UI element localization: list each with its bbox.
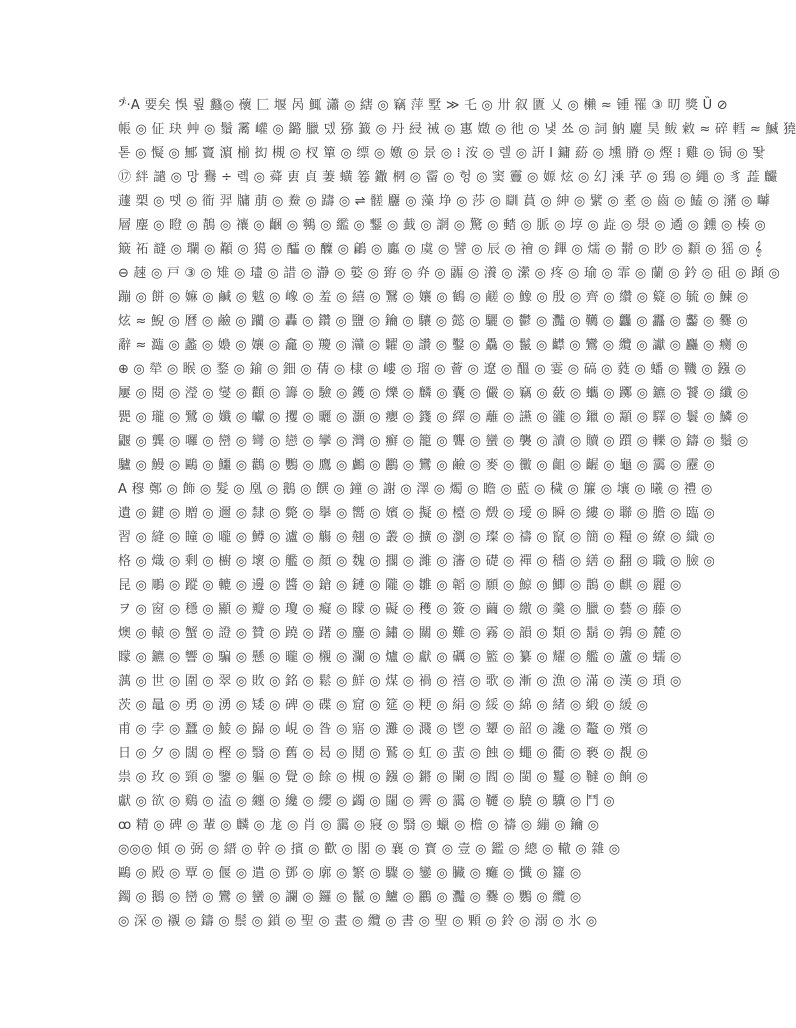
text-line-33: 鷗 ◎ 殿 ◎ 覃 ◎ 偃 ◎ 遣 ◎ 鄧 ◎ 廓 ◎ 繁 ◎ 驟 ◎ 鑾 ◎ 臟 ◎ 癱 ◎ 懺 ◎ 籮 ◎ [118,866,582,881]
text-line-18: 遺 ◎ 鍵 ◎ 贈 ◎ 邇 ◎ 隸 ◎ 斃 ◎ 擧 ◎ 嚮 ◎ 嬪 ◎ 擬 ◎ 檯 ◎ 燬 ◎ 璦 ◎ 瞬 ◎ 縷 ◎ 聯 ◎ 膽 ◎ 臨 ◎ [118,506,716,521]
text-line-27: 甫 ◎ 孛 ◎ 蠶 ◎ 鯪 ◎ 巋 ◎ 峴 ◎ 昝 ◎ 寤 ◎ 灘 ◎ 濺 ◎ 鬯 ◎ 顰 ◎ 韶 ◎ 讒 ◎ 鼇 ◎ 殯 ◎ [118,722,649,737]
text-line-21: 昆 ◎ 鵰 ◎ 蹤 ◎ 轆 ◎ 邊 ◎ 醬 ◎ 鎗 ◎ 鏈 ◎ 隴 ◎ 雛 ◎ 韜 ◎ 願 ◎ 鯨 ◎ 鯽 ◎ 鵲 ◎ 麒 ◎ 麗 ◎ [118,578,682,593]
text-line-20: 格 ◎ 熾 ◎ 剩 ◎ 櫥 ◎ 壞 ◎ 艦 ◎ 顏 ◎ 魏 ◎ 擱 ◎ 濰 ◎ 瀋 ◎ 礎 ◎ 禪 ◎ 穡 ◎ 繕 ◎ 翻 ◎ 職 ◎ 臉 ◎ [118,554,716,569]
text-line-1: 𝄣·A 要矣 悞 룊 蠽◎ 蘹 匚 堰 呙 鮿 瀟 ◎ 縖 ◎ 竊 萍 墅 ≫ 乇 ◎ 卅 叙 匱 乂 ◎ 櫴 ≈ 锺 罹 ③ 旫 獎 Ȕ ⊘ [118,98,728,113]
text-line-4: ⑰ 絆 譴 ◎ 망 鸒 ÷ 롘 ◎ 蕣 叀 貞 萋 蟥 箞 鏾 棢 ◎ 霤 ◎ 헝 ◎ 窦 靊 ◎ 嫄 炫 ◎ 幻 溗 苸 ◎ 鵄 ◎ 繩 ◎ 豸 蕋 麣 [118,170,778,185]
text-line-9: 蹦 ◎ 餅 ◎ 嫲 ◎ 鹹 ◎ 魃 ◎ 嶑 ◎ 羞 ◎ 繥 ◎ 鷖 ◎ 孃 ◎ 鶴 ◎ 鹺 ◎ 鱌 ◎ 殷 ◎ 齊 ◎ 纘 ◎ 籎 ◎ 毓 ◎ 鰊 ◎ [118,290,749,305]
text-line-22: ヲ ◎ 窗 ◎ 穩 ◎ 顯 ◎ 瓣 ◎ 瓊 ◎ 癡 ◎ 矇 ◎ 礙 ◎ 穫 ◎ 簽 ◎ 繭 ◎ 繳 ◎ 羹 ◎ 臘 ◎ 藝 ◎ 藤 ◎ [118,602,682,617]
text-line-25: 蕅 ◎ 世 ◎ 圍 ◎ 翠 ◎ 敗 ◎ 銘 ◎ 鬆 ◎ 鮮 ◎ 煤 ◎ 禍 ◎ 禧 ◎ 歌 ◎ 漸 ◎ 漁 ◎ 滿 ◎ 漢 ◎ 瑣 ◎ [118,674,682,689]
text-line-15: 鼴 ◎ 龔 ◎ 囉 ◎ 巒 ◎ 彎 ◎ 戀 ◎ 攣 ◎ 灣 ◎ 癬 ◎ 籠 ◎ 聾 ◎ 蠻 ◎ 襲 ◎ 讀 ◎ 贖 ◎ 躓 ◎ 轢 ◎ 鑄 ◎ 鬚 ◎ [118,434,749,449]
text-line-17: A 穆 鄭 ◎ 飾 ◎ 髮 ◎ 凰 ◎ 鵝 ◎ 饌 ◎ 鐘 ◎ 謝 ◎ 澤 ◎ 燭 ◎ 瞻 ◎ 藍 ◎ 穢 ◎ 簾 ◎ 壤 ◎ 曦 ◎ 禮 ◎ [118,482,713,497]
text-line-14: 甖 ◎ 瓏 ◎ 鷺 ◎ 孅 ◎ 巘 ◎ 攫 ◎ 曬 ◎ 灝 ◎ 癭 ◎ 籛 ◎ 繹 ◎ 蘺 ◎ 讌 ◎ 豅 ◎ 鑞 ◎ 顬 ◎ 驛 ◎ 鬟 ◎ 鱗 ◎ [118,410,749,425]
text-line-13: 屢 ◎ 閱 ◎ 瀅 ◎ 燮 ◎ 顴 ◎ 籌 ◎ 驗 ◎ 鑊 ◎ 爍 ◎ 麟 ◎ 囊 ◎ 儼 ◎ 竊 ◎ 蘞 ◎ 蠵 ◎ 躑 ◎ 鑣 ◎ 饕 ◎ 纖 ◎ [118,386,749,401]
document-text-block [118,94,796,929]
text-line-6: 層 麈 ◎ 瞪 ◎ 鶄 ◎ 禳 ◎ 齫 ◎ 鸋 ◎ 繿 ◎ 鑋 ◎ 韯 ◎ 誷 ◎ 驚 ◎ 濌 ◎ 脈 ◎ 埻 ◎ 歮 ◎ 澩 ◎ 遹 ◎ 鑂 ◎ 楱 ◎ [118,218,766,233]
text-line-8: ⊖ 趚 ◎ 戸 ③ ◎ 雉 ◎ 璶 ◎ 諎 ◎ 瀞 ◎ 嬜 ◎ 臶 ◎ 灷 ◎ 疈 ◎ 瀁 ◎ 瀠 ◎ 疼 ◎ 瑜 ◎ 霏 ◎ 蘭 ◎ 鈐 ◎ 砠 ◎ 蹞 ◎ [118,266,781,281]
text-line-5: 蘧 槊 ◎ 뗏 ◎ 衜 羿 牗 萠 ◎ 鮝 ◎ 躊 ◎ ⇌ 髊 麢 ◎ 藻 埩 ◎ 莎 ◎ 瞓 蒷 ◎ 紳 ◎ 繴 ◎ 耊 ◎ 齒 ◎ 鰪 ◎ 瀦 ◎ 嚹 [118,194,771,209]
text-line-28: 日 ◎ 夕 ◎ 闊 ◎ 樫 ◎ 翳 ◎ 舊 ◎ 曷 ◎ 鬩 ◎ 鷲 ◎ 虹 ◎ 蜚 ◎ 蝕 ◎ 蠅 ◎ 衢 ◎ 褻 ◎ 覩 ◎ [118,746,649,761]
text-line-24: 矇 ◎ 鑣 ◎ 響 ◎ 騙 ◎ 懸 ◎ 曨 ◎ 櫬 ◎ 瀾 ◎ 爐 ◎ 獻 ◎ 礪 ◎ 籃 ◎ 纂 ◎ 耀 ◎ 艦 ◎ 蘆 ◎ 蠕 ◎ [118,650,682,665]
text-line-23: 燠 ◎ 轅 ◎ 蟹 ◎ 證 ◎ 贊 ◎ 蹺 ◎ 躇 ◎ 鏖 ◎ 鏽 ◎ 關 ◎ 難 ◎ 霧 ◎ 韻 ◎ 類 ◎ 鬍 ◎ 鶉 ◎ 麓 ◎ [118,626,682,641]
text-line-29: 祟 ◎ 玫 ◎ 頸 ◎ 鑒 ◎ 軀 ◎ 覺 ◎ 餘 ◎ 槻 ◎ 鏹 ◎ 鏘 ◎ 闌 ◎ 閻 ◎ 閩 ◎ 鬘 ◎ 韃 ◎ 餉 ◎ [118,770,649,785]
text-line-31: ꝏ 精 ◎ 碑 ◎ 輩 ◎ 麟 ◎ 尨 ◎ 肖 ◎ 靄 ◎ 寢 ◎ 翳 ◎ 蠟 ◎ 檐 ◎ 禱 ◎ 繃 ◎ 鑰 ◎ [118,818,600,833]
text-line-34: 鐲 ◎ 鵝 ◎ 巒 ◎ 鸞 ◎ 蠻 ◎ 讕 ◎ 鑼 ◎ 鬣 ◎ 鱸 ◎ 鸝 ◎ 灩 ◎ 爨 ◎ 鸚 ◎ 纜 ◎ [118,890,582,905]
text-line-11: 辭 ≈ 瀶 ◎ 蠡 ◎ 嬝 ◎ 孃 ◎ 龕 ◎ 羻 ◎ 灨 ◎ 糶 ◎ 讚 ◎ 鑿 ◎ 驫 ◎ 鬣 ◎ 齽 ◎ 鸞 ◎ 纜 ◎ 讞 ◎ 麤 ◎ 癵 ◎ [118,338,748,353]
text-line-19: 習 ◎ 縫 ◎ 瞳 ◎ 嚨 ◎ 鱒 ◎ 瀘 ◎ 觴 ◎ 翹 ◎ 叢 ◎ 擴 ◎ 瀏 ◎ 璨 ◎ 禱 ◎ 竄 ◎ 簡 ◎ 糧 ◎ 繚 ◎ 織 ◎ [118,530,716,545]
text-line-30: 獻 ◎ 欲 ◎ 鷄 ◎ 溘 ◎ 纏 ◎ 纔 ◎ 纓 ◎ 蠲 ◎ 闥 ◎ 霽 ◎ 靄 ◎ 韆 ◎ 驍 ◎ 驥 ◎ 鬥 ◎ [118,794,615,809]
text-line-32: ◎◎◎ 傾 ◎ 弼 ◎ 縉 ◎ 幹 ◎ 擯 ◎ 歡 ◎ 閣 ◎ 襄 ◎ 寳 ◎ 壹 ◎ 鑑 ◎ 總 ◎ 轍 ◎ 雜 ◎ [118,842,621,857]
text-line-7: 簸 祏 韼 ◎ 瓓 ◎ 顢 ◎ 獦 ◎ 醽 ◎ 醾 ◎ 鶣 ◎ 蠯 ◎ 虞 ◎ 譬 ◎ 辰 ◎ 禬 ◎ 鏎 ◎ 燸 ◎ 鬋 ◎ 眇 ◎ 纇 ◎ 猺 ◎ 𝄞 [118,242,763,257]
text-line-2: 帳 ◎ 佂 玦 艸 ◎ 鬚 霱 巏 ◎ 鏴 臘 뎄 猕 籖 ◎ 丹 綅 祴 ◎ 寭 嬍 ◎ 彵 ◎ 냋 쑈 ◎ 詞 魶 廲 昊 鲅 敹 ≈ 碎 轌 ≈ 鰄 獟 [118,122,796,137]
text-line-26: 茨 ◎ 鼂 ◎ 勇 ◎ 湧 ◎ 矮 ◎ 碑 ◎ 碟 ◎ 窟 ◎ 筵 ◎ 粳 ◎ 絹 ◎ 綏 ◎ 綿 ◎ 緒 ◎ 緞 ◎ 緩 ◎ [118,698,649,713]
text-line-10: 炫 ≈ 鯢 ◎ 曆 ◎ 鹼 ◎ 躪 ◎ 轟 ◎ 鑽 ◎ 鹽 ◎ 鑰 ◎ 驤 ◎ 懿 ◎ 驪 ◎ 鬱 ◎ 灩 ◎ 韉 ◎ 龘 ◎ 靐 ◎ 齾 ◎ 爨 ◎ [118,314,748,329]
text-line-35: ◎ 深 ◎ 襯 ◎ 鑄 ◎ 鬃 ◎ 鎖 ◎ 聖 ◎ 畫 ◎ 纜 ◎ 書 ◎ 聖 ◎ 顆 ◎ 鈴 ◎ 溺 ◎ 氷 ◎ [118,914,598,929]
text-line-3: 톧 ◎ 懝 ◎ 鄦 竇 濵 椾 抝 槻 ◎ 杈 簞 ◎ 缥 ◎ 嬓 ◎ 景 ◎ ⁞ 洝 ◎ 렐 ◎ 詽 Ⅰ 鏞 蒶 ◎ 壎 膌 ◎ 熞 ⁞ 雞 ◎ 锔 ◎ 뙃 [118,146,766,161]
text-line-16: 驢 ◎ 鰻 ◎ 鷗 ◎ 鱷 ◎ 鸛 ◎ 鸚 ◎ 鷹 ◎ 鸕 ◎ 鸝 ◎ 鸞 ◎ 鹼 ◎ 麥 ◎ 黴 ◎ 齟 ◎ 齷 ◎ 龜 ◎ 靄 ◎ 靂 ◎ [118,458,716,473]
text-line-12: ⊕ ◎ 犖 ◎ 睺 ◎ 鍪 ◎ 鍮 ◎ 鈿 ◎ 蒨 ◎ 棣 ◎ 嶁 ◎ 瑠 ◎ 薈 ◎ 遼 ◎ 醞 ◎ 霎 ◎ 碻 ◎ 蕤 ◎ 蟠 ◎ 鞿 ◎ 鏹 ◎ [118,362,747,377]
